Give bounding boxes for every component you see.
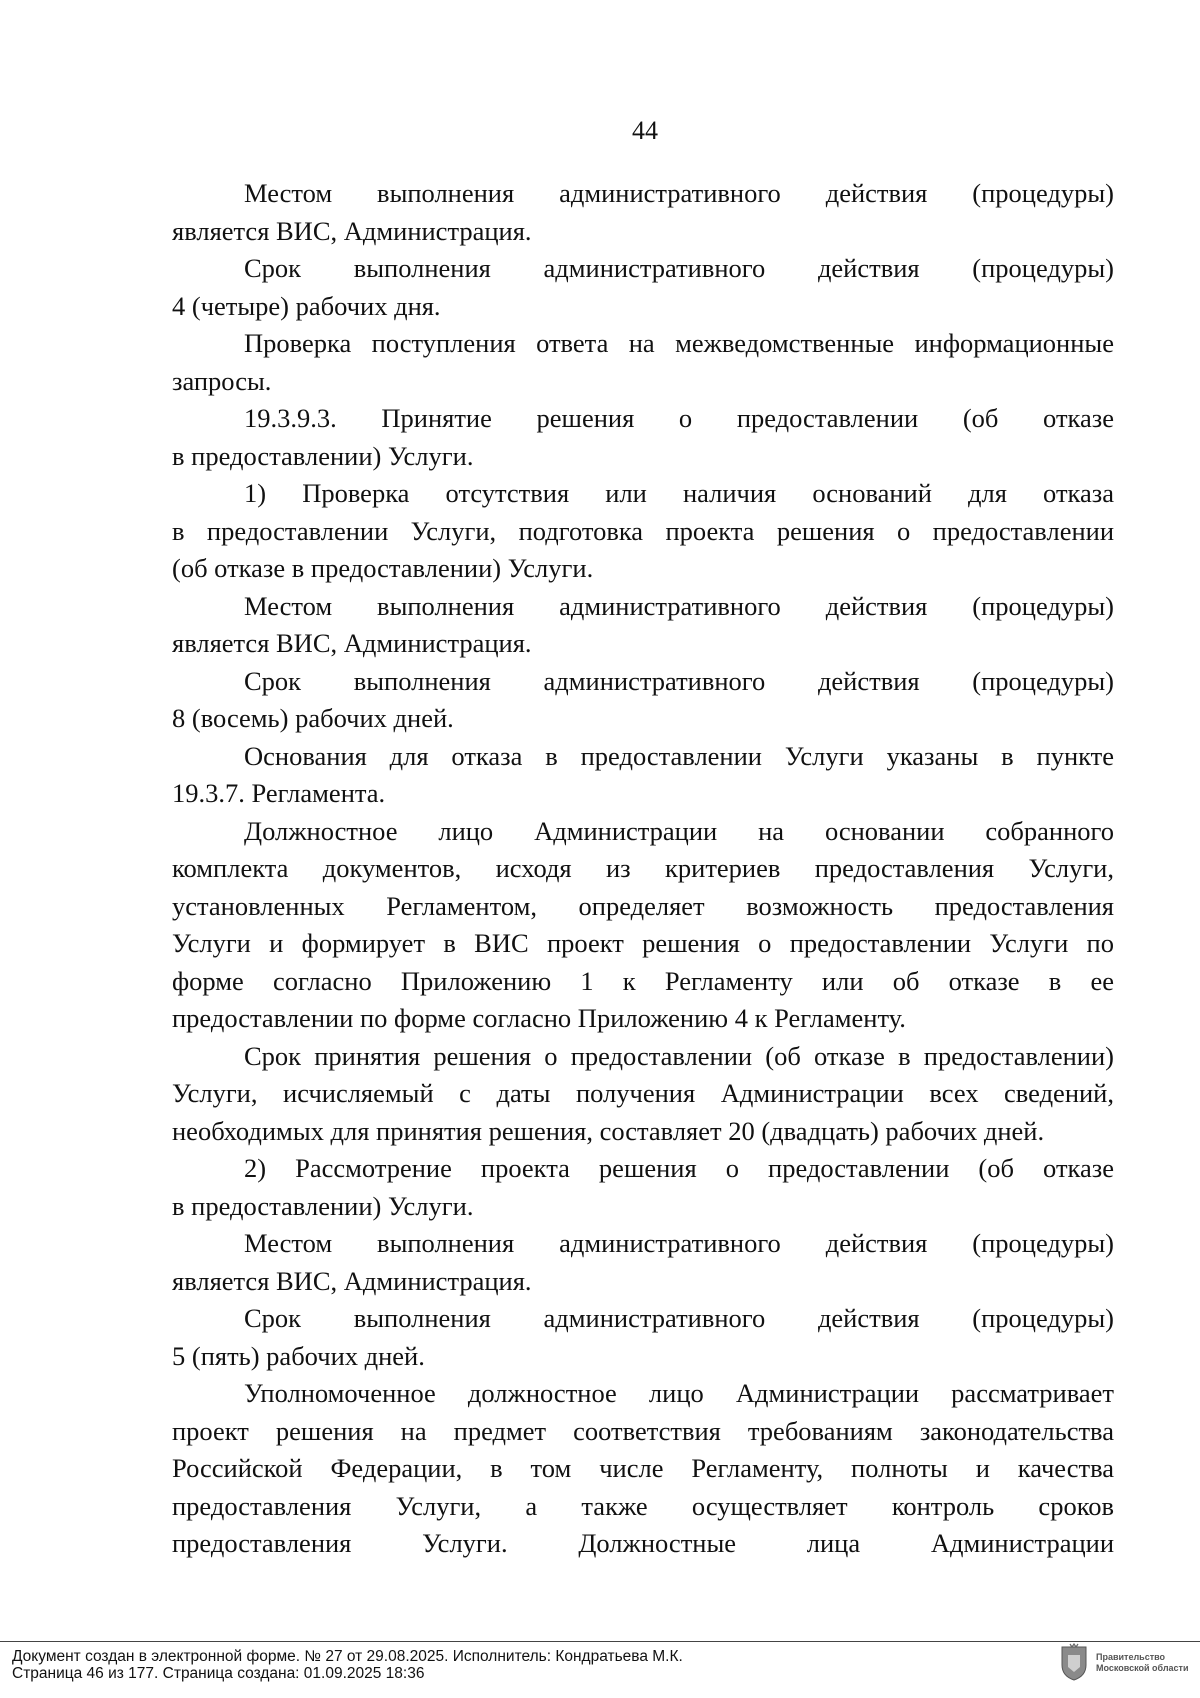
coat-of-arms-icon — [1060, 1643, 1088, 1681]
text-line: Российской Федерации, в том числе Регламенту, полноты и качества — [172, 1453, 1114, 1483]
text-line: проект решения на предмет соответствия требованиям законодательства — [172, 1415, 1114, 1446]
text-line: является ВИС, Администрация. — [172, 628, 532, 658]
paragraph — [172, 1300, 1114, 1375]
text-line: комплекта документов, исходя из критериев предоставления Услуги, — [172, 853, 1114, 883]
text-line: Местом выполнения административного действия (процедуры) — [244, 1228, 1114, 1258]
text-line: предоставления Услуги. Должностные лица Администрации — [172, 1528, 1114, 1558]
paragraph — [172, 475, 1114, 588]
paragraph — [172, 250, 1114, 325]
organization-name-line2: Московской области — [1096, 1663, 1189, 1673]
footer-document-line: Документ создан в электронной форме. № 27 от 29.08.2025. Исполнитель: Кондратьева М.К. — [12, 1648, 683, 1665]
text-line: форме согласно Приложению 1 к Регламенту или об отказе в ее — [172, 965, 1114, 996]
paragraph — [172, 400, 1114, 475]
text-line: Местом выполнения административного действия (процедуры) — [244, 178, 1114, 208]
text-line: Срок выполнения административного действия (процедуры) — [244, 1303, 1114, 1333]
footer-info — [12, 1648, 683, 1682]
paragraph — [172, 813, 1114, 1038]
text-line: в предоставлении Услуги, подготовка проекта решения о предоставлении — [172, 515, 1114, 546]
text-line: запросы. — [172, 365, 272, 396]
paragraph — [172, 1150, 1114, 1225]
text-line: Срок принятия решения о предоставлении (об отказе в предоставлении) — [244, 1040, 1114, 1071]
text-line: является ВИС, Администрация. — [172, 215, 532, 246]
text-line: 2) Рассмотрение проекта решения о предоставлении (об отказе — [244, 1153, 1114, 1183]
text-line: необходимых для принятия решения, составляет 20 (двадцать) рабочих дней. — [172, 1115, 1045, 1146]
text-line: 8 (восемь) рабочих дней. — [172, 703, 454, 733]
paragraph — [172, 588, 1114, 663]
text-line: Должностное лицо Администрации на основании собранного — [244, 815, 1114, 846]
organization-logo-text — [1096, 1652, 1189, 1674]
text-line: Проверка поступления ответа на межведомственные информационные — [244, 328, 1114, 358]
footer-page-line: Страница 46 из 177. Страница создана: 01.09.2025 18:36 — [12, 1665, 425, 1682]
text-line: Срок выполнения административного действия (процедуры) — [244, 253, 1114, 283]
page-number: 44 — [632, 116, 658, 145]
text-line: Срок выполнения административного действия (процедуры) — [244, 665, 1114, 696]
text-line: в предоставлении) Услуги. — [172, 1190, 474, 1221]
paragraph — [172, 1375, 1114, 1563]
paragraph — [172, 175, 1114, 250]
text-line: является ВИС, Администрация. — [172, 1265, 532, 1296]
text-line: в предоставлении) Услуги. — [172, 440, 474, 471]
text-line: Услуги, исчисляемый с даты получения Администрации всех сведений, — [172, 1078, 1114, 1108]
document-body — [172, 175, 1114, 1563]
text-line: 1) Проверка отсутствия или наличия оснований для отказа — [244, 478, 1114, 508]
footer-divider — [0, 1641, 1200, 1642]
text-line: установленных Регламентом, определяет возможность предоставления — [172, 890, 1114, 921]
paragraph — [172, 663, 1114, 738]
text-line: Основания для отказа в предоставлении Услуги указаны в пункте — [244, 740, 1114, 771]
text-line: (об отказе в предоставлении) Услуги. — [172, 553, 594, 583]
text-line: 19.3.7. Регламента. — [172, 778, 386, 808]
paragraph — [172, 738, 1114, 813]
text-line: 4 (четыре) рабочих дня. — [172, 290, 441, 321]
text-line: 5 (пять) рабочих дней. — [172, 1340, 425, 1371]
text-line: Услуги и формирует в ВИС проект решения о предоставлении Услуги по — [172, 928, 1114, 958]
text-line: предоставлении по форме согласно Приложению 4 к Регламенту. — [172, 1003, 906, 1033]
paragraph — [172, 1225, 1114, 1300]
organization-name-line1: Правительство — [1096, 1652, 1166, 1662]
text-line: 19.3.9.3. Принятие решения о предоставлении (об отказе — [244, 403, 1114, 433]
text-line: Уполномоченное должностное лицо Администрации рассматривает — [244, 1378, 1114, 1408]
text-line: предоставления Услуги, а также осуществляет контроль сроков — [172, 1490, 1114, 1521]
text-line: Местом выполнения административного действия (процедуры) — [244, 590, 1114, 621]
paragraph — [172, 325, 1114, 400]
paragraph — [172, 1038, 1114, 1151]
